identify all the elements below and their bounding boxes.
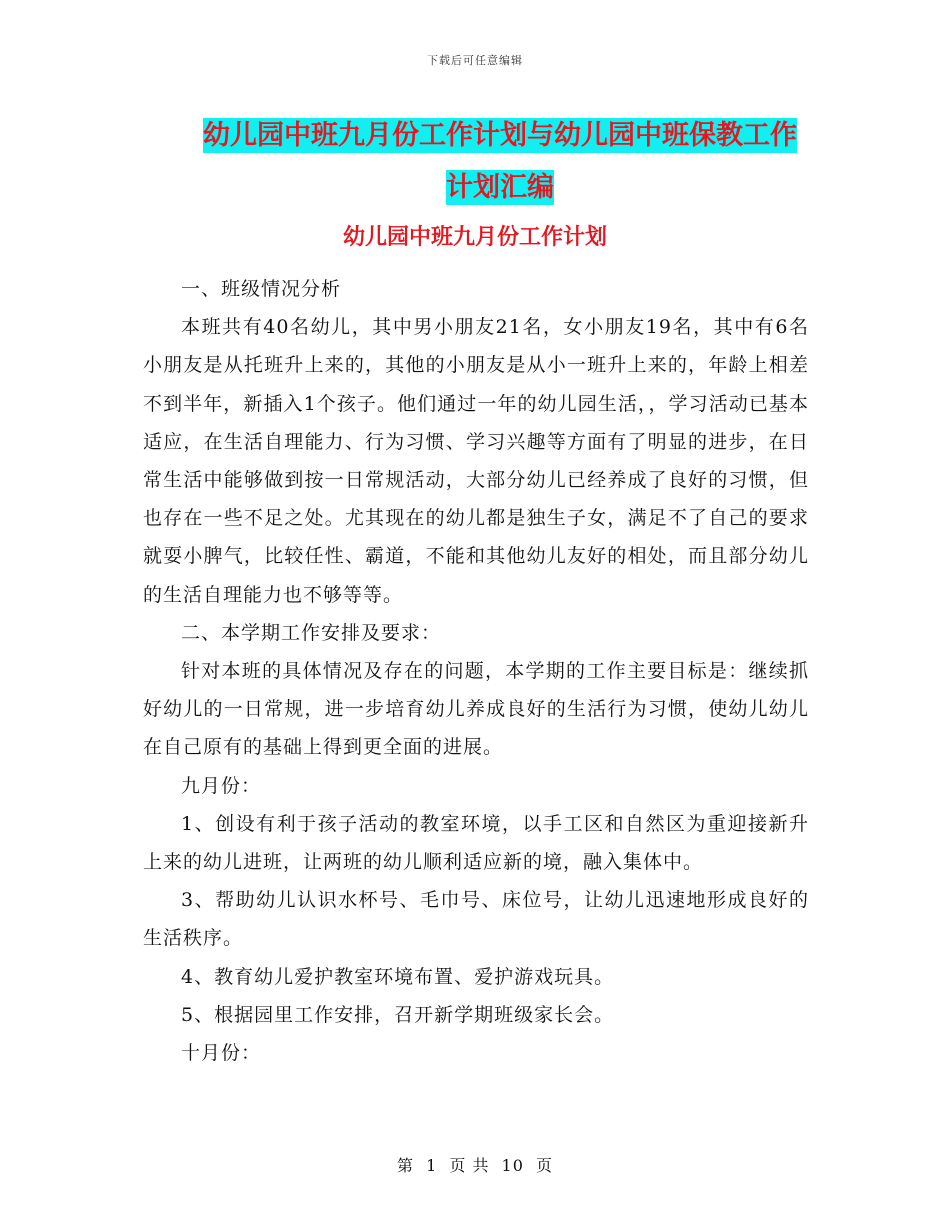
- footer-total-pages: 10: [501, 1156, 524, 1175]
- paragraph-heading-work-plan: 二、本学期工作安排及要求：: [181, 621, 442, 644]
- list-item: 1、创设有利于孩子活动的教室环境，以手工区和自然区为重迎接新升上来的幼儿进班，让两班的幼儿顺利适应新的境，融入集体中。: [143, 812, 809, 874]
- document-title: [190, 110, 810, 214]
- paragraph-heading-october: 十月份：: [181, 1042, 262, 1065]
- page-footer: [0, 1153, 950, 1176]
- list-item: 4、教育幼儿爱护教室环境布置、爱护游戏玩具。: [181, 965, 615, 988]
- paragraph-class-analysis: 本班共有40名幼儿，其中男小朋友21名，女小朋友19名，其中有6名小朋友是从托班升上来的，其他的小朋友是从小一班升上来的，年龄上相差不到半年，新插入1个孩子。他们通过一年的幼儿园生活，，学习活动已基本适应，在生活自理能力、行为习惯、学习兴趣等方面有了明显的进步，在日常生活中能够做到按一日常规活动，大部分幼儿已经养成了良好的习惯，但也存在一些不足之处。尤其现在的幼儿都是独生子女，满足不了自己的要求就耍小脾气，比较任性、霸道，不能和其他幼儿友好的相处，而且部分幼儿的生活自理能力也不够等等。: [143, 316, 809, 606]
- footer-middle: 页 共: [449, 1156, 490, 1175]
- document-body: [143, 270, 809, 1072]
- paragraph-heading-september: 九月份：: [181, 774, 262, 797]
- header-note: 下载后可任意编辑: [427, 54, 523, 67]
- list-item: 3、帮助幼儿认识水杯号、毛巾号、床位号，让幼儿迅速地形成良好的生活秩序。: [143, 889, 809, 950]
- footer-suffix: 页: [536, 1156, 554, 1175]
- section-title: 幼儿园中班九月份工作计划: [342, 225, 607, 250]
- footer-prefix: 第: [396, 1156, 414, 1175]
- footer-page-number: 1: [426, 1156, 438, 1175]
- list-item: 5、根据园里工作安排，召开新学期班级家长会。: [181, 1003, 615, 1026]
- paragraph-heading-class-analysis: 一、班级情况分析: [181, 278, 342, 300]
- paragraph-work-goals: 针对本班的具体情况及存在的问题，本学期的工作主要目标是：继续抓好幼儿的一日常规，进一步培育幼儿养成良好的生活行为习惯，使幼儿幼儿在自己原有的基础上得到更全面的进展。: [143, 660, 809, 759]
- document-title-text: 幼儿园中班九月份工作计划与幼儿园中班保教工作计划汇编: [203, 120, 797, 203]
